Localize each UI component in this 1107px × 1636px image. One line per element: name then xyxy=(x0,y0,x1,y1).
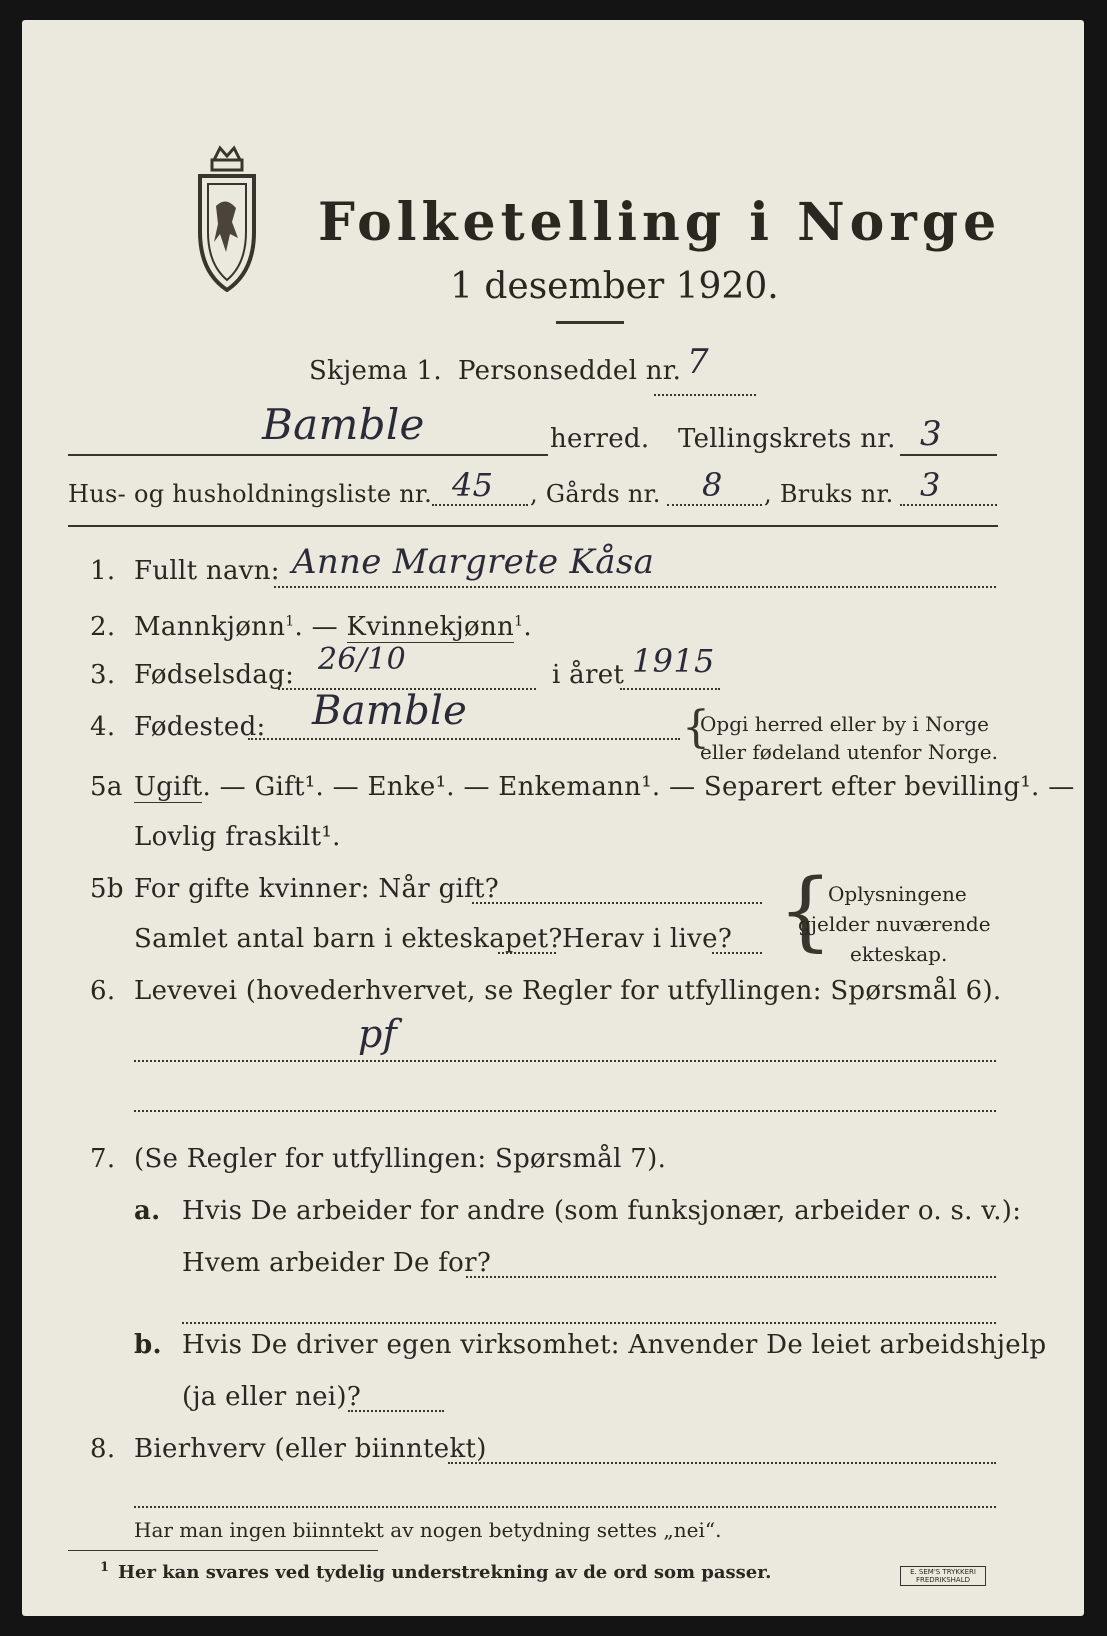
printer-stamp: E. SEM'S TRYKKERI FREDRIKSHALD xyxy=(900,1566,986,1586)
form-title: Folketelling i Norge xyxy=(318,192,1002,253)
q5b-married-line xyxy=(472,902,762,904)
q7a-label-line1: Hvis De arbeider for andre (som funksjonær, arbeider o. s. v.): xyxy=(182,1196,1022,1226)
q3-label: Fødselsdag: xyxy=(134,660,295,690)
q7-number: 7. xyxy=(90,1144,116,1174)
herred-label: herred. xyxy=(550,424,650,454)
skjema-label: Skjema 1. xyxy=(309,356,442,386)
bruks-line xyxy=(900,504,997,506)
q6-label: Levevei (hovederhvervet, se Regler for utfyllingen: Spørsmål 6). xyxy=(134,976,1002,1006)
q7a-letter: a. xyxy=(134,1196,161,1226)
q6-number: 6. xyxy=(90,976,116,1006)
footnote-text: Her kan svares ved tydelig understrekning av de ord som passer. xyxy=(118,1562,772,1583)
q8-number: 8. xyxy=(90,1434,116,1464)
header-divider xyxy=(68,525,998,527)
q7b-line xyxy=(348,1410,444,1412)
husliste-line xyxy=(432,504,528,506)
q7-label: (Se Regler for utfyllingen: Spørsmål 7). xyxy=(134,1144,667,1174)
q7a-label-line2: Hvem arbeider De for? xyxy=(182,1248,492,1278)
q7b-label-line2: (ja eller nei)? xyxy=(182,1382,362,1412)
bruks-value[interactable]: 3 xyxy=(920,466,941,504)
q5b-note-line1: Oplysningene xyxy=(828,882,967,906)
footnote-divider xyxy=(68,1550,378,1551)
q5b-children-line xyxy=(498,952,556,954)
footnote-number: 1 xyxy=(100,1560,110,1575)
q7a-line-1 xyxy=(466,1276,996,1278)
q8-line-1 xyxy=(448,1462,996,1464)
personseddel-label: Personseddel nr. xyxy=(458,356,682,386)
herred-line xyxy=(68,454,548,456)
tellingskrets-value[interactable]: 3 xyxy=(920,414,942,454)
gards-value[interactable]: 8 xyxy=(702,466,723,504)
q4-line xyxy=(248,738,680,740)
q7a-line-2 xyxy=(182,1322,996,1324)
q3-year-label: i året xyxy=(552,660,625,690)
q2-kvinne[interactable]: Kvinnekjønn xyxy=(346,612,515,642)
q5b-number: 5b xyxy=(90,874,124,904)
q3-number: 3. xyxy=(90,660,116,690)
q5a-option-fraskilt[interactable]: Lovlig fraskilt¹. xyxy=(134,822,341,852)
personseddel-line xyxy=(654,394,756,396)
q1-label: Fullt navn: xyxy=(134,556,280,586)
q4-label: Fødested: xyxy=(134,712,266,742)
q8-label: Bierhverv (eller biinntekt) xyxy=(134,1434,487,1464)
q4-note-line2: eller fødeland utenfor Norge. xyxy=(700,740,998,764)
q7b-label-line1: Hvis De driver egen virksomhet: Anvender De leiet arbeidshjelp xyxy=(182,1330,1047,1360)
personseddel-value[interactable]: 7 xyxy=(687,342,709,382)
q4-brace: { xyxy=(682,702,710,753)
birthday-value[interactable]: 26/10 xyxy=(318,642,406,677)
coat-of-arms-icon xyxy=(192,142,262,292)
birthplace-value[interactable]: Bamble xyxy=(312,688,468,734)
herred-value[interactable]: Bamble xyxy=(262,400,425,449)
census-form-paper xyxy=(22,20,1084,1616)
tellingskrets-label: Tellingskrets nr. xyxy=(678,424,896,454)
q5a-options xyxy=(134,772,1075,802)
husliste-value[interactable]: 45 xyxy=(452,466,494,504)
q5b-children-label: Samlet antal barn i ekteskapet? xyxy=(134,924,563,954)
birth-year-value[interactable]: 1915 xyxy=(632,642,715,680)
occupation-value[interactable]: pf xyxy=(358,1012,397,1056)
title-divider xyxy=(556,321,624,324)
q8-line-2 xyxy=(134,1506,996,1508)
tellingskrets-line xyxy=(900,454,997,456)
q3-year-line xyxy=(620,688,720,690)
q7b-letter: b. xyxy=(134,1330,162,1360)
q4-note-line1: Opgi herred eller by i Norge xyxy=(700,712,989,736)
q8-note: Har man ingen biinntekt av nogen betydning settes „nei“. xyxy=(134,1518,722,1542)
gards-label: , Gårds nr. xyxy=(530,480,661,508)
q5b-alive-line xyxy=(712,952,762,954)
q5a-ugift[interactable]: Ugift xyxy=(134,772,203,802)
q2-mann[interactable]: Mannkjønn xyxy=(134,612,286,642)
q5a-other-options[interactable]: . — Gift¹. — Enke¹. — Enkemann¹. — Separert efter bevilling¹. — xyxy=(202,772,1075,802)
q1-line xyxy=(274,586,996,588)
q5a-number: 5a xyxy=(90,772,123,802)
q5b-brace: { xyxy=(778,861,833,961)
husliste-label: Hus- og husholdningsliste nr. xyxy=(68,480,433,508)
gards-line xyxy=(667,504,762,506)
q5b-married-label: For gifte kvinner: Når gift? xyxy=(134,874,500,904)
q6-line-1 xyxy=(134,1060,996,1062)
q5b-note-line2: gjelder nuværende xyxy=(798,912,991,936)
q5b-note-line3: ekteskap. xyxy=(850,942,948,966)
q2-sep: . — xyxy=(294,612,338,642)
q2-line: Mannkjønn$^1$. — Kvinnekjønn$^1$. xyxy=(134,612,532,642)
q2-number: 2. xyxy=(90,612,116,642)
q4-number: 4. xyxy=(90,712,116,742)
census-date: 1 desember 1920. xyxy=(450,266,779,307)
bruks-label: , Bruks nr. xyxy=(764,480,894,508)
q6-line-2 xyxy=(134,1110,996,1112)
q1-number: 1. xyxy=(90,556,116,586)
full-name-value[interactable]: Anne Margrete Kåsa xyxy=(292,542,655,582)
q5b-alive-label: Herav i live? xyxy=(562,924,733,954)
